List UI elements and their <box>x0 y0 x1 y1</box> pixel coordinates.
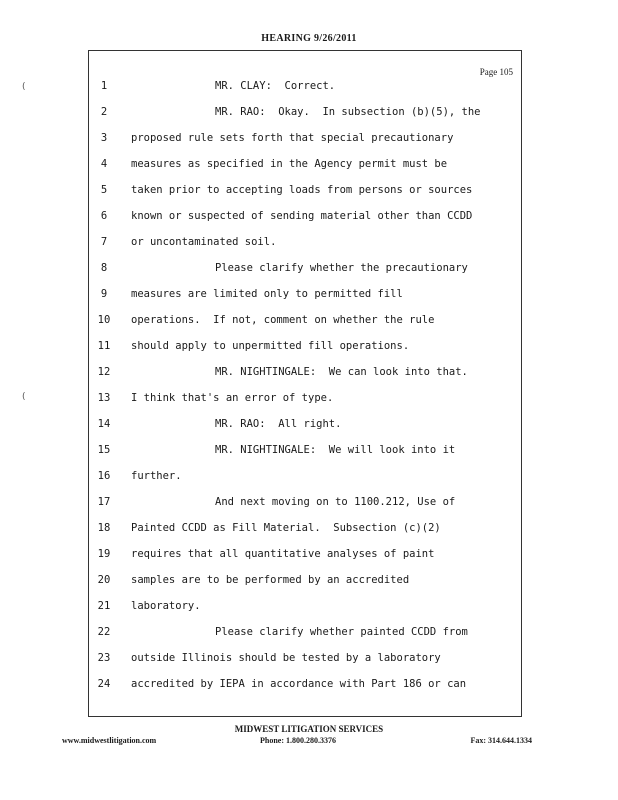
transcript-line <box>89 262 521 288</box>
transcript-line <box>89 444 521 470</box>
line-number: 10 <box>97 314 111 326</box>
line-number: 15 <box>97 444 111 456</box>
line-number: 21 <box>97 600 111 612</box>
transcript-line <box>89 574 521 600</box>
transcript-line <box>89 470 521 496</box>
transcript-line <box>89 80 521 106</box>
line-text: samples are to be performed by an accredited <box>131 574 410 586</box>
line-text: Please clarify whether painted CCDD from <box>215 626 468 638</box>
margin-mark: ( <box>22 392 26 402</box>
line-text: known or suspected of sending material other than CCDD <box>131 210 473 222</box>
transcript-line <box>89 496 521 522</box>
line-number: 4 <box>100 158 108 170</box>
page-number: Page 105 <box>479 67 513 77</box>
transcript-line <box>89 548 521 574</box>
line-text: requires that all quantitative analyses of paint <box>131 548 435 560</box>
line-number: 19 <box>97 548 111 560</box>
transcript-line <box>89 626 521 652</box>
line-number: 20 <box>97 574 111 586</box>
footer-fax: Fax: 314.644.1334 <box>470 736 532 745</box>
transcript-line <box>89 392 521 418</box>
line-text: operations. If not, comment on whether the rule <box>131 314 435 326</box>
line-number: 17 <box>97 496 111 508</box>
footer-contact-row <box>62 736 532 748</box>
footer-phone: Phone: 1.800.280.3376 <box>260 736 336 745</box>
line-text: Painted CCDD as Fill Material. Subsection (c)(2) <box>131 522 441 534</box>
transcript-line <box>89 236 521 262</box>
transcript-line <box>89 366 521 392</box>
transcript-line <box>89 158 521 184</box>
line-number: 14 <box>97 418 111 430</box>
line-number: 3 <box>100 132 108 144</box>
transcript-line <box>89 106 521 132</box>
line-text: I think that's an error of type. <box>131 392 334 404</box>
line-number: 12 <box>97 366 111 378</box>
line-text: MR. RAO: All right. <box>215 418 342 430</box>
margin-mark: ( <box>22 82 26 92</box>
transcript-line <box>89 210 521 236</box>
line-text: outside Illinois should be tested by a laboratory <box>131 652 441 664</box>
footer-company: MIDWEST LITIGATION SERVICES <box>234 724 384 734</box>
line-text: proposed rule sets forth that special precautionary <box>131 132 454 144</box>
line-text: MR. CLAY: Correct. <box>215 80 336 92</box>
line-number: 8 <box>100 262 108 274</box>
line-text: further. <box>131 470 182 482</box>
line-text: MR. RAO: Okay. In subsection (b)(5), the <box>215 106 481 118</box>
line-text: taken prior to accepting loads from persons or sources <box>131 184 473 196</box>
transcript-line <box>89 600 521 626</box>
line-number: 13 <box>97 392 111 404</box>
line-text: laboratory. <box>131 600 201 612</box>
transcript-frame <box>88 50 522 717</box>
line-text: And next moving on to 1100.212, Use of <box>215 496 456 508</box>
footer-website: www.midwestlitigation.com <box>62 736 157 745</box>
document-header: HEARING 9/26/2011 <box>261 33 357 44</box>
line-number: 1 <box>100 80 108 92</box>
line-number: 2 <box>100 106 108 118</box>
line-number: 24 <box>97 678 111 690</box>
line-number: 9 <box>100 288 108 300</box>
line-text: accredited by IEPA in accordance with Part 186 or can <box>131 678 467 690</box>
transcript-line <box>89 522 521 548</box>
line-number: 23 <box>97 652 111 664</box>
line-text: MR. NIGHTINGALE: We can look into that. <box>215 366 468 378</box>
line-text: should apply to unpermitted fill operations. <box>131 340 410 352</box>
transcript-line <box>89 418 521 444</box>
line-text: measures are limited only to permitted fill <box>131 288 403 300</box>
line-number: 6 <box>100 210 108 222</box>
transcript-line <box>89 288 521 314</box>
transcript-line <box>89 314 521 340</box>
transcript-line <box>89 340 521 366</box>
line-text: MR. NIGHTINGALE: We will look into it <box>215 444 456 456</box>
line-text: measures as specified in the Agency permit must be <box>131 158 448 170</box>
line-number: 22 <box>97 626 111 638</box>
transcript-line <box>89 184 521 210</box>
transcript-line <box>89 652 521 678</box>
transcript-line <box>89 678 521 704</box>
line-number: 16 <box>97 470 111 482</box>
transcript-line <box>89 132 521 158</box>
line-text: Please clarify whether the precautionary <box>215 262 468 274</box>
line-number: 5 <box>100 184 108 196</box>
line-text: or uncontaminated soil. <box>131 236 277 248</box>
line-number: 11 <box>97 340 111 352</box>
line-number: 7 <box>100 236 108 248</box>
line-number: 18 <box>97 522 111 534</box>
